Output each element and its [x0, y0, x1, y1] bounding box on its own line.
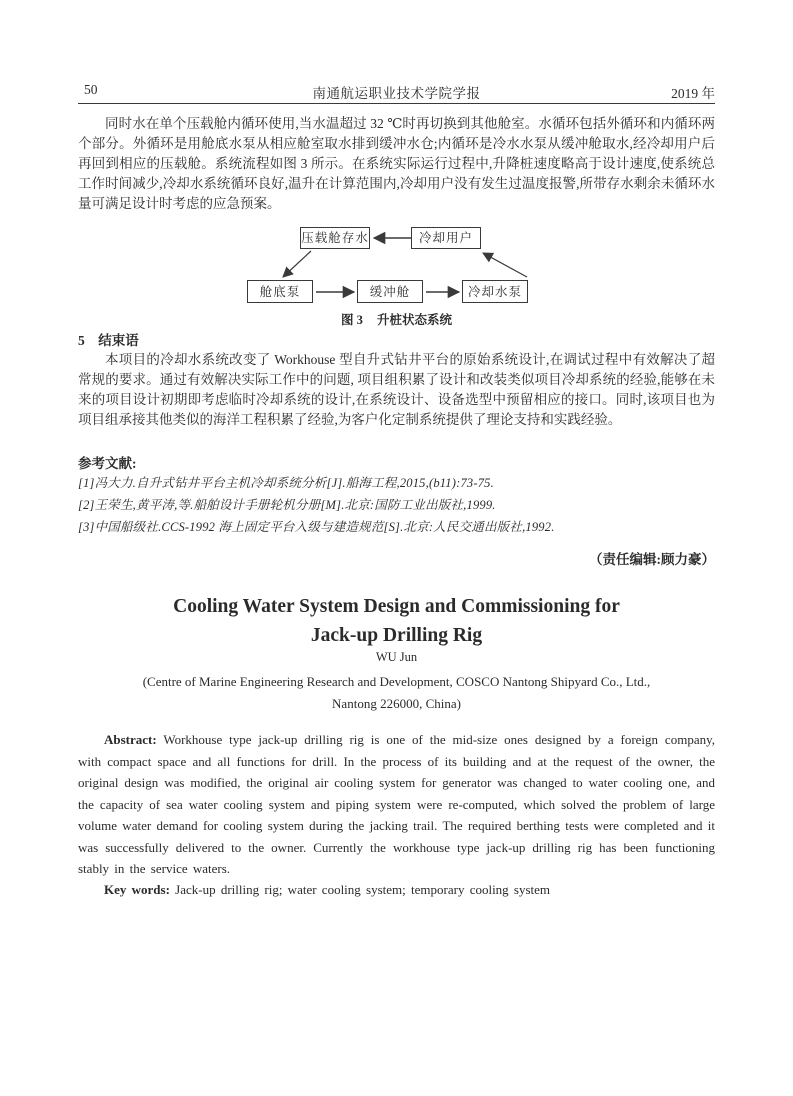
journal-title: 南通航运职业技术学院学报	[312, 86, 481, 101]
english-title	[40, 592, 753, 650]
diagram-node-cooling-user: 冷却用户	[411, 227, 481, 249]
figure-3-flow-diagram	[78, 224, 715, 336]
running-head	[78, 82, 715, 100]
affiliation-line2: Nantong 226000, China)	[332, 696, 461, 711]
section-5-heading: 5 结束语	[78, 333, 139, 348]
keywords-label: Key words:	[104, 882, 170, 897]
abstract-label: Abstract:	[104, 732, 157, 747]
diagram-node-ballast-tank-water: 压载舱存水	[300, 227, 370, 249]
reference-list	[78, 472, 715, 538]
diagram-node-cooling-water-pump: 冷却水泵	[462, 280, 528, 303]
figure-3-caption-label: 图 3	[341, 313, 363, 327]
english-affiliation	[40, 671, 753, 715]
section-5-paragraph: 本项目的冷却水系统改变了 Workhouse 型自升式钻井平台的原始系统设计,在调试过程中有效解决了超常规的要求。通过有效解决实际工作中的问题, 项目组积累了设计和改装类似项目冷却系统的经验,能够在未来的项目设计初期即考虑临时冷却系统的设计,在系统设计、设备选型中预留相应的接口。同时,该项目也为项目组承接其他类似的海洋工程积累了经验,为客户化定制系统提供了理论支持和实践经验。	[78, 352, 715, 427]
abstract-text: Workhouse type jack-up drilling rig is one of the mid-size ones designed by a foreign company, with compact space and all functions for drill. In the process of its building and at the request of the owner, the original design was modified, the original air cooling system for generator was changed to water cooling one, and the capacity of sea water cooling system and piping system were re-computed, which solved the problem of large volume water demand for cooling system during the jacking trail. The required berthing tests were completed and it was successfully delivered to the owner. Currently the workhouse type jack-up drilling rig has been functioning stably in the service waters.	[78, 732, 715, 876]
reference-item-3: [3]中国船级社.CCS-1992 海上固定平台入级与建造规范[S].北京:人民交通出版社,1992.	[78, 520, 555, 534]
page-number: 50	[84, 82, 98, 97]
header-rule	[78, 103, 715, 104]
reference-item-1: [1]冯大力.自升式钻井平台主机冷却系统分析[J].船海工程,2015,(b11):73-75.	[78, 476, 494, 490]
figure-3-caption-text: 升桩状态系统	[376, 313, 452, 327]
english-title-line2: Jack-up Drilling Rig	[310, 625, 483, 646]
keywords-line	[78, 879, 715, 901]
references-heading: 参考文献:	[78, 456, 137, 471]
diagram-node-buffer-tank: 缓冲舱	[357, 280, 423, 303]
diagram-node-bilge-pump: 舱底泵	[247, 280, 313, 303]
english-title-line1: Cooling Water System Design and Commissioning for	[173, 596, 620, 617]
arrow-ballast-to-bilge-pump	[283, 251, 311, 277]
affiliation-line1: (Centre of Marine Engineering Research and Development, COSCO Nantong Shipyard Co., Ltd.,	[142, 674, 651, 689]
english-author: WU Jun	[375, 650, 418, 664]
reference-item-2: [2]王荣生,黄平涛,等.船舶设计手册轮机分册[M].北京:国防工业出版社,1999.	[78, 498, 496, 512]
keywords-text: Jack-up drilling rig; water cooling system; temporary cooling system	[169, 882, 551, 897]
figure-3-caption	[78, 310, 715, 328]
arrow-cooling-pump-to-user	[483, 253, 527, 277]
body-paragraph-1: 同时水在单个压载舱内循环使用,当水温超过 32 ℃时再切换到其他舱室。水循环包括外循环和内循环两个部分。外循环是用舱底水泵从相应舱室取水排到缓冲水仓;内循环是冷水水泵从缓冲舱取水,经冷却用户后再回到相应的压载舱。系统流程如图 3 所示。在系统实际运行过程中,升降桩速度略高于设计速度,使系统总工作时间减少,冷却水系统循环良好,温升在计算范围内,冷却用户没有发生过温度报警,所带存水剩余未循环水量可满足设计时考虑的应急预案。	[78, 116, 715, 211]
abstract-paragraph	[78, 729, 715, 880]
publication-year: 2019 年	[671, 86, 715, 101]
responsible-editor-note: （责任编辑:顾力豪）	[589, 552, 715, 567]
